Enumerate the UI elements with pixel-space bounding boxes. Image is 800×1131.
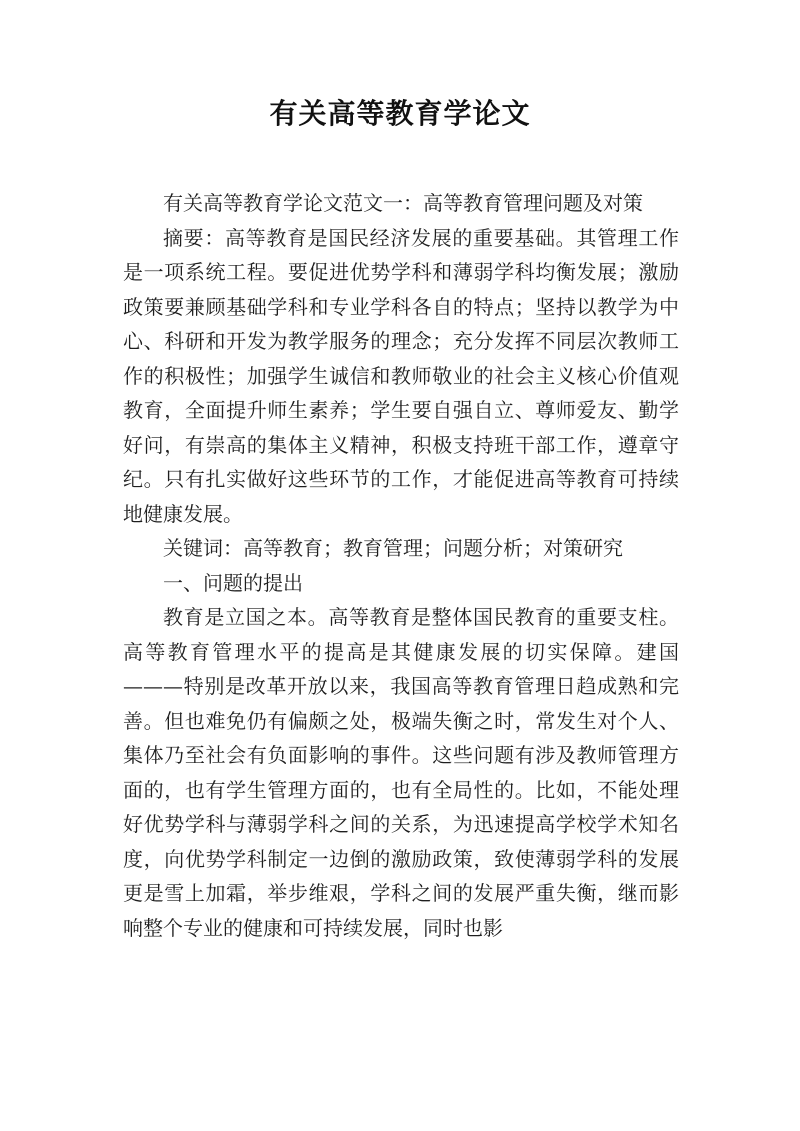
paragraph-body: 教育是立国之本。高等教育是整体国民教育的重要支柱。高等教育管理水平的提高是其健康发展的切实保障。建国———特别是改革开放以来，我国高等教育管理日趋成熟和完善。但也难免仍有偏颇之处，极端失衡之时，常发生对个人、集体乃至社会有负面影响的事件。这些问题有涉及教师管理方面的，也有学生管理方面的，也有全局性的。比如，不能处理好优势学科与薄弱学科之间的关系，为迅速提高学校学术知名度，向优势学科制定一边倒的激励政策，致使薄弱学科的发展更是雪上加霜，举步维艰，学科之间的发展严重失衡，继而影响整个专业的健康和可持续发展，同时也影 [123,605,679,940]
paragraph-abstract: 摘要：高等教育是国民经济发展的重要基础。其管理工作是一项系统工程。要促进优势学科和薄弱学科均衡发展；激励政策要兼顾基础学科和专业学科各自的特点；坚持以教学为中心、科研和开发为教学服务的理念；充分发挥不同层次教师工作的积极性；加强学生诚信和教师敬业的社会主义核心价值观教育，全面提升师生素养；学生要自强自立、尊师爱友、勤学好问，有崇高的集体主义精神，积极支持班干部工作，遵章守纪。只有扎实做好这些环节的工作，才能促进高等教育可持续地健康发展。 [123,225,679,526]
paragraph-keywords: 关键词：高等教育；教育管理；问题分析；对策研究 [163,536,623,560]
document-body [123,186,679,945]
paragraph-heading-sample: 有关高等教育学论文范文一：高等教育管理问题及对策 [163,191,643,215]
section-heading: 一、问题的提出 [163,570,303,595]
document-title: 有关高等教育学论文 [269,97,531,130]
